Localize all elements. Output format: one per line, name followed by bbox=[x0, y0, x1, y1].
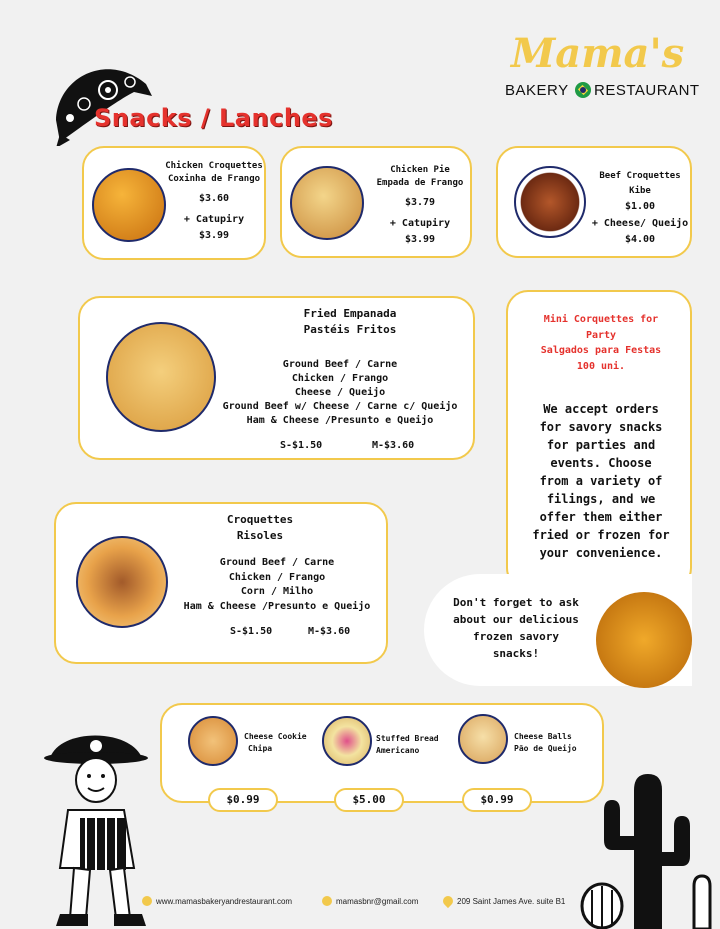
frozen-note-line: about our delicious bbox=[453, 613, 579, 627]
filling-item: Ham & Cheese /Presunto e Queijo bbox=[246, 415, 434, 426]
party-body-line: fried or frozen for bbox=[532, 528, 670, 542]
mail-icon bbox=[322, 896, 332, 906]
chicken-pie-photo bbox=[290, 166, 364, 240]
card-chicken-croquettes bbox=[82, 146, 266, 260]
frozen-note-line: Don't forget to ask bbox=[453, 596, 579, 609]
chicken-croquettes-photo bbox=[92, 168, 166, 242]
cangaceiro-hat-icon bbox=[48, 56, 158, 146]
logo-restaurant: RESTAURANT bbox=[594, 82, 700, 99]
item-name: Beef Croquettes bbox=[599, 171, 681, 181]
party-heading-line: 100 uni. bbox=[576, 360, 626, 372]
logo-script: Mama's bbox=[511, 30, 685, 77]
cheese-balls-photo bbox=[458, 714, 508, 764]
item-addon: + Catupiry bbox=[183, 213, 245, 225]
item-name: Croquettes bbox=[226, 513, 294, 526]
bottom-price-pill: $0.99 bbox=[462, 788, 532, 812]
stuffed-bread-photo bbox=[322, 716, 372, 766]
empanada-photo bbox=[106, 322, 216, 432]
party-body-line: your convenience. bbox=[539, 546, 663, 560]
bottom-item-name: Stuffed Bread bbox=[376, 734, 439, 743]
price-small: S-$1.50 bbox=[280, 440, 323, 451]
filling-item: Chicken / Frango bbox=[291, 373, 389, 384]
bottom-item-name-pt: Pão de Queijo bbox=[514, 744, 577, 753]
page-title: Snacks / Lanches bbox=[94, 104, 333, 132]
card-chicken-pie bbox=[280, 146, 472, 258]
party-heading-line: Salgados para Festas bbox=[540, 345, 662, 356]
cactus-icon bbox=[578, 770, 720, 929]
bottom-item-name: Cheese Balls bbox=[514, 732, 572, 741]
item-name: Fried Empanada bbox=[303, 307, 397, 320]
party-body-line: events. Choose bbox=[550, 456, 652, 470]
item-addon-price: $3.99 bbox=[404, 234, 436, 246]
price-medium: M-$3.60 bbox=[308, 626, 351, 637]
card-fried-empanada bbox=[78, 296, 475, 460]
location-pin-icon bbox=[441, 894, 455, 908]
item-name: Chicken Pie bbox=[390, 165, 450, 175]
party-body-line: from a variety of bbox=[539, 474, 663, 488]
filling-item: Ground Beef w/ Cheese / Carne c/ Queijo bbox=[222, 401, 458, 412]
item-addon-price: $3.99 bbox=[198, 230, 230, 242]
logo-bakery: BAKERY bbox=[505, 82, 569, 99]
bottom-item-name: Cheese Cookie bbox=[244, 732, 307, 741]
price-small: S-$1.50 bbox=[230, 626, 273, 637]
filling-item: Ground Beef / Carne bbox=[282, 359, 398, 370]
filling-item: Chicken / Frango bbox=[228, 571, 326, 583]
card-party-orders bbox=[506, 290, 692, 590]
item-name-pt: Risoles bbox=[236, 528, 284, 542]
party-heading-line: Mini Corquettes for bbox=[543, 314, 659, 325]
item-price: $3.79 bbox=[404, 197, 436, 209]
beef-croquettes-photo bbox=[514, 166, 586, 238]
filling-item: Ground Beef / Carne bbox=[219, 557, 335, 568]
filling-item: Ham & Cheese /Presunto e Queijo bbox=[183, 600, 371, 612]
frozen-note-line: snacks! bbox=[492, 647, 540, 661]
item-price: $1.00 bbox=[624, 201, 656, 213]
footer-email[interactable]: mamasbnr@gmail.com bbox=[322, 896, 418, 906]
bottom-item-name-pt: Americano bbox=[376, 746, 420, 755]
party-body-line: for savory snacks bbox=[539, 420, 663, 434]
brazil-flag-icon bbox=[575, 82, 591, 98]
frozen-snacks-photo bbox=[596, 592, 692, 688]
party-heading-line: Party bbox=[585, 329, 617, 341]
globe-icon bbox=[142, 896, 152, 906]
card-croquettes-risoles bbox=[54, 502, 388, 664]
footer-website[interactable]: www.mamasbakeryandrestaurant.com bbox=[142, 896, 292, 906]
footer-address: 209 Saint James Ave. suite B1 bbox=[443, 896, 565, 906]
card-beef-croquettes bbox=[496, 146, 692, 258]
item-name-pt: Coxinha de Frango bbox=[167, 174, 261, 185]
item-addon: + Cheese/ Queijo bbox=[591, 217, 689, 229]
bottom-item-name-pt: Chipa bbox=[248, 744, 273, 753]
filling-item: Cheese / Queijo bbox=[294, 387, 386, 398]
party-body-line: filings, and we bbox=[546, 492, 656, 506]
party-body-line: offer them either bbox=[539, 510, 663, 524]
item-name-pt: Pastéis Fritos bbox=[303, 322, 397, 336]
logo bbox=[505, 30, 705, 105]
party-body-line: for parties and bbox=[546, 438, 656, 452]
cheese-cookie-photo bbox=[188, 716, 238, 766]
bottom-price-pill: $5.00 bbox=[334, 788, 404, 812]
filling-item: Corn / Milho bbox=[240, 586, 314, 597]
price-medium: M-$3.60 bbox=[372, 440, 415, 451]
frozen-note-line: frozen savory bbox=[472, 630, 560, 644]
bottom-price-pill: $0.99 bbox=[208, 788, 278, 812]
item-name-pt: Kibe bbox=[629, 186, 651, 197]
party-body-line: We accept orders bbox=[543, 402, 659, 416]
item-addon: + Catupiry bbox=[389, 217, 451, 229]
item-addon-price: $4.00 bbox=[624, 234, 656, 246]
item-name-pt: Empada de Frango bbox=[376, 178, 464, 189]
item-price: $3.60 bbox=[198, 193, 230, 205]
item-name: Chicken Croquettes bbox=[165, 161, 263, 171]
risoles-photo bbox=[76, 536, 168, 628]
